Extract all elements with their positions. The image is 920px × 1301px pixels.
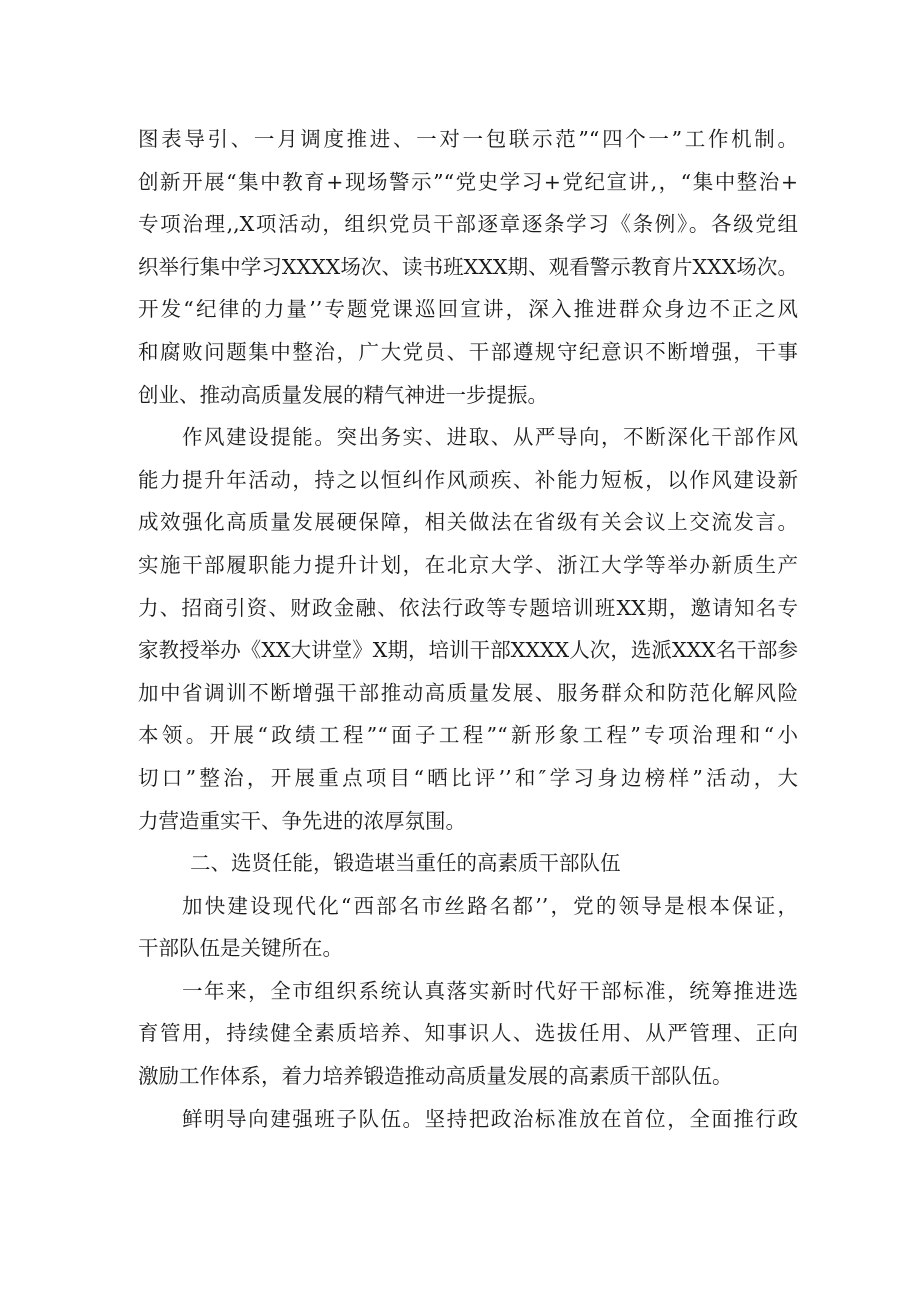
- paragraph-first-line: 一年来，全市组织系统认真落实新时代好干部标准，统筹推进选: [182, 978, 798, 1003]
- text-line: 激励工作体系，着力培养锻造推动高质量发展的高素质干部队伍。: [138, 1064, 733, 1089]
- document-body: [138, 118, 798, 1140]
- paragraph-first-line: 鲜明导向建强班子队伍。坚持把政治标准放在首位，全面推行政: [182, 1106, 798, 1131]
- text-line: 能力提升年活动，持之以恒纠作风顽疾、补能力短板，以作风建设新: [138, 467, 798, 492]
- text-line: 切口”整治，开展重点项目“晒比评’’和″学习身边榜样”活动，大: [138, 765, 798, 790]
- text-line: 本领。开展“政绩工程”“面子工程”“新形象工程”专项治理和“小: [138, 723, 798, 748]
- text-line: 创新开展“集中教育+现场警示”“党史学习+党纪宣讲,，“集中整治+: [138, 169, 798, 194]
- text-line: 开发“纪律的力量’’专题党课巡回宣讲，深入推进群众身边不正之风: [138, 297, 798, 322]
- text-line: 力营造重实干、争先进的浓厚氛围。: [138, 808, 466, 833]
- text-line: 织举行集中学习XXXX场次、读书班XXX期、观看警示教育片XXX场次。: [138, 254, 798, 279]
- paragraph-first-line: 加快建设现代化“西部名市丝路名都’’，党的领导是根本保证，: [182, 893, 798, 918]
- text-line: 实施干部履职能力提升计划，在北京大学、浙江大学等举办新质生产: [138, 552, 798, 577]
- text-line: 育管用，持续健全素质培养、知事识人、选拔任用、从严管理、正向: [138, 1021, 798, 1046]
- text-line: 干部队伍是关键所在。: [138, 936, 343, 961]
- text-line: 和腐败问题集中整治，广大党员、干部遵规守纪意识不断增强，干事: [138, 339, 798, 364]
- section-heading: 二、选贤任能，锻造堪当重任的高素质干部队伍: [190, 851, 621, 876]
- text-line: 家教授举办《XX大讲堂》X期，培训干部XXXX人次，选派XXX名干部参: [138, 638, 798, 663]
- text-line: 加中省调训不断增强干部推动高质量发展、服务群众和防范化解风险: [138, 680, 798, 705]
- text-line: 成效强化高质量发展硬保障，相关做法在省级有关会议上交流发言。: [138, 510, 798, 535]
- text-line: 图表导引、一月调度推进、一对一包联示范”“四个一”工作机制。: [138, 127, 798, 151]
- text-line: 创业、推动高质量发展的精气神进一步提振。: [138, 382, 548, 407]
- text-line: 力、招商引资、财政金融、依法行政等专题培训班XX期，邀请知名专: [138, 595, 798, 620]
- text-line: 专项治理,,X项活动，组织党员干部逐章逐条学习《条例》。各级党组: [138, 212, 798, 237]
- paragraph-first-line: 作风建设提能。突出务实、进取、从严导向，不断深化干部作风: [182, 425, 798, 450]
